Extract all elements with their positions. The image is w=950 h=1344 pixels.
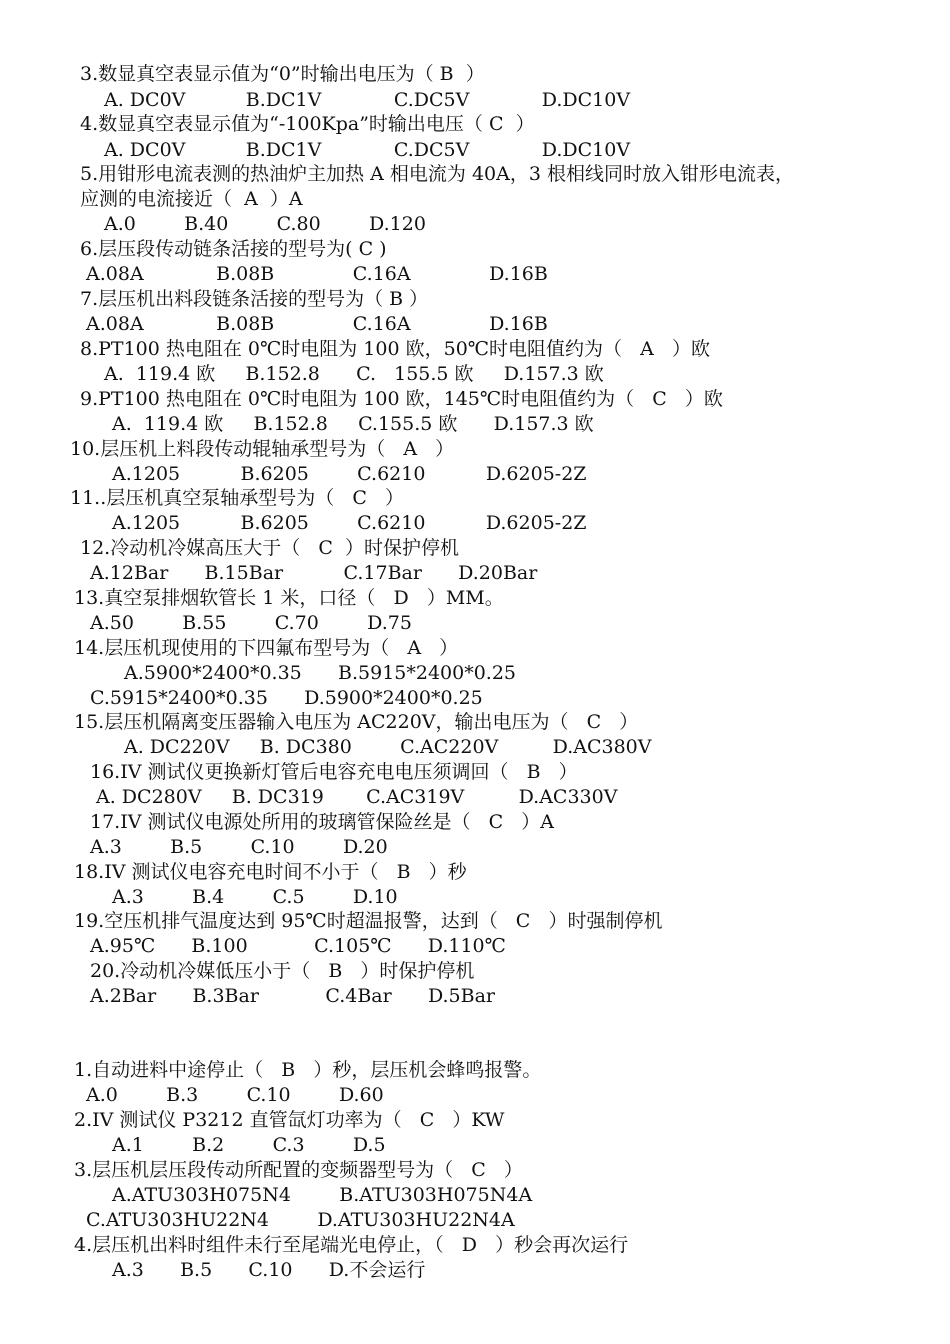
question-5-stem: 5.用钳形电流表测的热油炉主加热 A 相电流为 40A，3 根相线同时放入钳形电流表， [80, 163, 794, 185]
question-7-stem: 7.层压机出料段链条活接的型号为（ B ） [80, 288, 429, 310]
question-18-options: A.3 B.4 C.5 D.10 [112, 886, 398, 908]
question-19-stem: 19.空压机排气温度达到 95℃时超温报警，达到（ C ）时强制停机 [74, 910, 663, 932]
question-15-stem: 15.层压机隔离变压器输入电压为 AC220V，输出电压为（ C ） [74, 711, 639, 733]
question-12-stem: 12.冷动机冷媒高压大于（ C ）时保护停机 [80, 537, 459, 559]
question-6-stem: 6.层压段传动链条活接的型号为( C ) [80, 238, 387, 260]
question-15-options: A. DC220V B. DC380 C.AC220V D.AC380V [124, 736, 652, 758]
question-14-options-cd: C.5915*2400*0.35 D.5900*2400*0.25 [90, 687, 483, 709]
question-9-stem: 9.PT100 热电阻在 0℃时电阻为 100 欧，145℃时电阻值约为（ C ）欧 [80, 388, 723, 410]
question-16-stem: 16.IV 测试仪更换新灯管后电容充电电压须调回（ B ） [90, 761, 578, 783]
question-13-stem: 13.真空泵排烟软管长 1 米，口径（ D ）MM。 [74, 587, 504, 609]
question-5-options: A.0 B.40 C.80 D.120 [104, 213, 426, 235]
question-4-stem: 4.数显真空表显示值为“-100Kpa”时输出电压（ C ） [80, 113, 535, 135]
part2-question-4-options: A.3 B.5 C.10 D.不会运行 [112, 1259, 426, 1281]
question-5-stem-cont: 应测的电流接近（ A ）A [80, 188, 303, 210]
question-17-options: A.3 B.5 C.10 D.20 [90, 836, 388, 858]
question-18-stem: 18.IV 测试仪电容充电时间不小于（ B ）秒 [74, 861, 467, 883]
question-12-options: A.12Bar B.15Bar C.17Bar D.20Bar [90, 562, 538, 584]
part2-question-4-stem: 4.层压机出料时组件未行至尾端光电停止，（ D ）秒会再次运行 [74, 1234, 629, 1256]
question-20-options: A.2Bar B.3Bar C.4Bar D.5Bar [90, 985, 496, 1007]
part2-question-1-options: A.0 B.3 C.10 D.60 [86, 1084, 384, 1106]
question-14-stem: 14.层压机现使用的下四氟布型号为（ A ） [74, 637, 459, 659]
question-7-options: A.08A B.08B C.16A D.16B [86, 313, 548, 335]
question-11-stem: 11..层压机真空泵轴承型号为（ C ） [70, 487, 405, 509]
question-10-stem: 10.层压机上料段传动辊轴承型号为（ A ） [70, 438, 455, 460]
question-3-options: A. DC0V B.DC1V C.DC5V D.DC10V [104, 89, 631, 111]
part2-question-2-stem: 2.IV 测试仪 P3212 直管氙灯功率为（ C ）KW [74, 1109, 505, 1131]
question-16-options: A. DC280V B. DC319 C.AC319V D.AC330V [96, 786, 618, 808]
question-17-stem: 17.IV 测试仪电源处所用的玻璃管保险丝是（ C ）A [90, 811, 554, 833]
question-13-options: A.50 B.55 C.70 D.75 [90, 612, 412, 634]
part2-question-1-stem: 1.自动进料中途停止（ B ）秒，层压机会蜂鸣报警。 [74, 1059, 542, 1081]
question-4-options: A. DC0V B.DC1V C.DC5V D.DC10V [104, 139, 631, 161]
question-10-options: A.1205 B.6205 C.6210 D.6205-2Z [112, 463, 587, 485]
question-6-options: A.08A B.08B C.16A D.16B [86, 263, 548, 285]
part2-question-2-options: A.1 B.2 C.3 D.5 [112, 1134, 386, 1156]
question-14-options-ab: A.5900*2400*0.35 B.5915*2400*0.25 [124, 662, 517, 684]
question-11-options: A.1205 B.6205 C.6210 D.6205-2Z [112, 512, 587, 534]
part2-question-3-options-ab: A.ATU303H075N4 B.ATU303H075N4A [112, 1184, 533, 1206]
question-8-stem: 8.PT100 热电阻在 0℃时电阻为 100 欧，50℃时电阻值约为（ A ）欧 [80, 338, 711, 360]
question-9-options: A. 119.4 欧 B.152.8 C.155.5 欧 D.157.3 欧 [112, 413, 594, 435]
question-8-options: A. 119.4 欧 B.152.8 C. 155.5 欧 D.157.3 欧 [104, 363, 604, 385]
question-20-stem: 20.冷动机冷媒低压小于（ B ）时保护停机 [90, 960, 475, 982]
question-19-options: A.95℃ B.100 C.105℃ D.110℃ [90, 935, 506, 957]
question-3-stem: 3.数显真空表显示值为“0”时输出电压为（ B ） [80, 63, 485, 85]
part2-question-3-stem: 3.层压机层压段传动所配置的变频器型号为（ C ） [74, 1159, 523, 1181]
part2-question-3-options-cd: C.ATU303HU22N4 D.ATU303HU22N4A [86, 1209, 515, 1231]
